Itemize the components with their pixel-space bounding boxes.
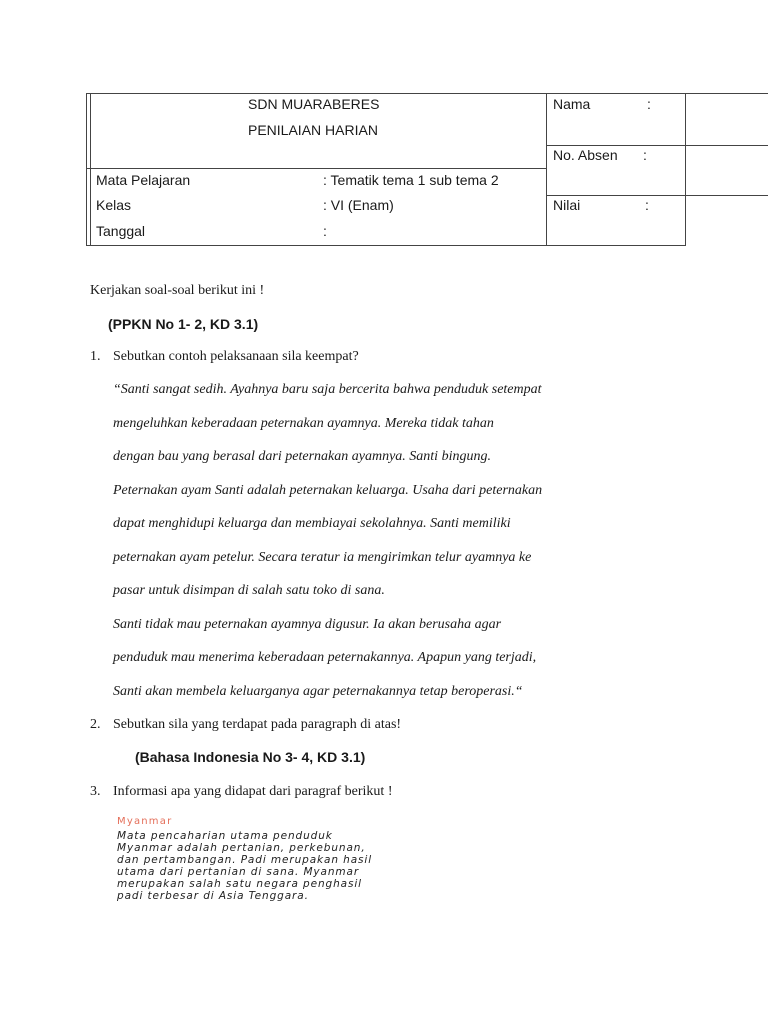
story-line: dengan bau yang berasal dari peternakan ayamnya. Santi bingung. — [113, 449, 491, 464]
table-border-center — [546, 93, 547, 246]
question-3-text: Informasi apa yang didapat dari paragraf berikut ! — [113, 784, 393, 799]
class-value: : VI (Enam) — [323, 197, 394, 213]
exam-title: PENILAIAN HARIAN — [248, 122, 378, 138]
story-line: penduduk mau menerima keberadaan peternakannya. Apapun yang terjadi, — [113, 650, 537, 665]
table-border-left-outer — [86, 93, 87, 246]
school-name: SDN MUARABERES — [248, 96, 380, 112]
question-3-number: 3. — [90, 784, 101, 799]
excerpt-line: padi terbesar di Asia Tenggara. — [117, 890, 309, 902]
excerpt-line: Myanmar adalah pertanian, perkebunan, — [117, 842, 366, 854]
table-border-bottom — [86, 245, 686, 246]
story-line: “Santi sangat sedih. Ayahnya baru saja bercerita bahwa penduduk setempat — [113, 382, 542, 397]
table-border-nilai-top — [546, 195, 768, 196]
question-2-number: 2. — [90, 717, 101, 732]
story-line: pasar untuk disimpan di salah satu toko di sana. — [113, 583, 385, 598]
story-line: dapat menghidupi keluarga dan membiayai sekolahnya. Santi memiliki — [113, 516, 511, 531]
table-border-mid-right — [546, 145, 768, 146]
table-border-mid-left — [86, 168, 546, 169]
score-colon: : — [645, 197, 649, 213]
table-border-left-inner — [90, 93, 91, 246]
story-line: peternakan ayam petelur. Secara teratur ia mengirimkan telur ayamnya ke — [113, 550, 532, 565]
excerpt-title: Myanmar — [117, 816, 173, 827]
question-1-number: 1. — [90, 349, 101, 364]
section-bahasa-indonesia: (Bahasa Indonesia No 3- 4, KD 3.1) — [135, 749, 366, 765]
absen-colon: : — [643, 147, 647, 163]
story-line: Peternakan ayam Santi adalah peternakan keluarga. Usaha dari peternakan — [113, 483, 543, 498]
excerpt-line: dan pertambangan. Padi merupakan hasil — [117, 854, 373, 866]
excerpt-line: merupakan salah satu negara penghasil — [117, 878, 362, 890]
name-colon: : — [647, 96, 651, 112]
instruction: Kerjakan soal-soal berikut ini ! — [90, 283, 265, 298]
subject-label: Mata Pelajaran — [96, 172, 191, 188]
story-line: Santi akan membela keluarganya agar peternakannya tetap beroperasi.“ — [113, 684, 523, 699]
date-value: : — [323, 223, 327, 239]
name-label: Nama — [553, 96, 591, 112]
class-label: Kelas — [96, 197, 132, 213]
question-1-text: Sebutkan contoh pelaksanaan sila keempat? — [113, 349, 359, 364]
excerpt-line: utama dari pertanian di sana. Myanmar — [117, 866, 360, 878]
question-2-text: Sebutkan sila yang terdapat pada paragraph di atas! — [113, 717, 402, 732]
table-border-top — [86, 93, 768, 94]
table-border-right — [685, 93, 686, 246]
story-line: Santi tidak mau peternakan ayamnya digusur. Ia akan berusaha agar — [113, 617, 502, 632]
excerpt-line: Mata pencaharian utama penduduk — [117, 830, 333, 842]
story-line: mengeluhkan keberadaan peternakan ayamnya. Mereka tidak tahan — [113, 416, 494, 431]
date-label: Tanggal — [96, 223, 146, 239]
section-ppkn: (PPKN No 1- 2, KD 3.1) — [108, 316, 259, 332]
score-label: Nilai — [553, 197, 581, 213]
subject-value: : Tematik tema 1 sub tema 2 — [323, 172, 499, 188]
absen-label: No. Absen — [553, 147, 618, 163]
myanmar-excerpt-image — [114, 816, 524, 900]
